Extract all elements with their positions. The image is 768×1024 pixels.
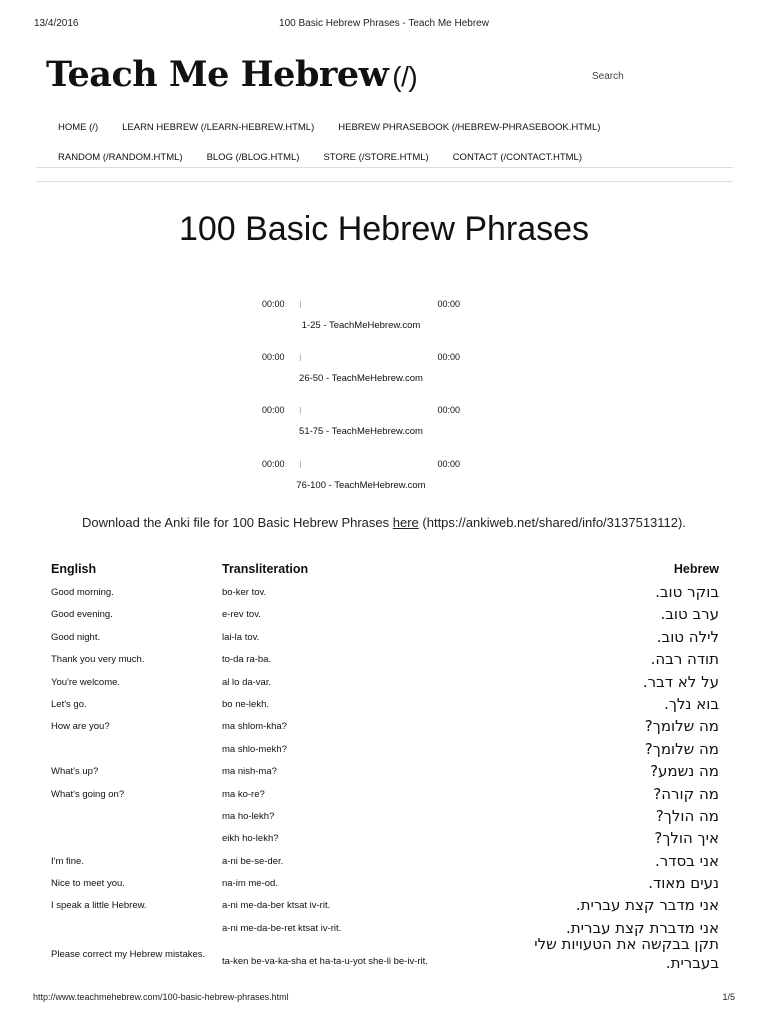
hebrew-cell: ערב טוב. bbox=[660, 605, 719, 624]
audio-caption: 76-100 - TeachMeHebrew.com bbox=[296, 480, 426, 491]
table-row bbox=[49, 626, 719, 648]
audio-duration: 00:00 bbox=[437, 299, 460, 309]
transliteration-cell: ta-ken be-va-ka-sha et ha-ta-u-yot she-li be-iv-rit. bbox=[222, 956, 428, 968]
audio-current-time: 00:00 bbox=[262, 459, 285, 469]
table-row bbox=[49, 760, 719, 782]
nav-item-store[interactable]: STORE (/STORE.HTML) bbox=[323, 151, 429, 163]
transliteration-cell: lai-la tov. bbox=[222, 631, 260, 643]
transliteration-cell: a-ni me-da-ber ktsat iv-rit. bbox=[222, 900, 331, 912]
nav-item-random[interactable]: RANDOM (/RANDOM.HTML) bbox=[58, 151, 183, 163]
audio-progress-bar[interactable] bbox=[300, 304, 422, 305]
print-url: http://www.teachmehebrew.com/100-basic-hebrew-phrases.html bbox=[33, 992, 289, 1002]
english-cell: I'm fine. bbox=[51, 855, 84, 867]
print-page-number: 1/5 bbox=[722, 992, 735, 1002]
hebrew-cell: אני בסדר. bbox=[655, 851, 719, 870]
anki-url: (https://ankiweb.net/shared/info/3137513112). bbox=[418, 515, 686, 530]
transliteration-cell: bo-ker tov. bbox=[222, 587, 267, 598]
hebrew-cell: מה נשמע? bbox=[650, 762, 719, 781]
transliteration-cell: a-ni me-da-be-ret ktsat iv-rit. bbox=[222, 922, 342, 934]
hebrew-cell: תודה רבה. bbox=[650, 650, 719, 669]
table-body bbox=[49, 581, 719, 981]
english-cell: What's going on? bbox=[51, 788, 125, 800]
anki-download-text bbox=[0, 515, 768, 530]
english-cell: Let's go. bbox=[51, 698, 87, 710]
hebrew-cell: מה שלומך? bbox=[644, 717, 719, 736]
table-row bbox=[49, 715, 719, 737]
table-row bbox=[49, 783, 719, 805]
hebrew-cell: בוקר טוב. bbox=[655, 583, 719, 601]
english-cell: How are you? bbox=[51, 721, 110, 733]
transliteration-cell: e-rev tov. bbox=[222, 609, 261, 621]
anki-download-link[interactable]: here bbox=[392, 515, 419, 530]
table-row bbox=[49, 935, 719, 981]
transliteration-cell: na-im me-od. bbox=[222, 878, 278, 890]
nav-item-blog[interactable]: BLOG (/BLOG.HTML) bbox=[206, 151, 300, 163]
hebrew-cell: תקן בבקשה את הטעויות שלי בעברית. bbox=[534, 935, 719, 973]
table-row bbox=[49, 671, 719, 693]
audio-progress-bar[interactable] bbox=[300, 410, 422, 411]
audio-duration: 00:00 bbox=[437, 352, 460, 362]
audio-progress-bar[interactable] bbox=[300, 464, 422, 465]
audio-current-time: 00:00 bbox=[262, 352, 285, 362]
english-cell: Good evening. bbox=[51, 609, 113, 621]
table-row bbox=[49, 827, 719, 849]
page-title: 100 Basic Hebrew Phrases bbox=[178, 210, 590, 248]
transliteration-cell: eikh ho-lekh? bbox=[222, 833, 279, 845]
transliteration-cell: bo ne-lekh. bbox=[222, 698, 270, 710]
transliteration-cell: ma shlo-mekh? bbox=[222, 743, 287, 755]
table-row bbox=[49, 850, 719, 872]
nav-row-1 bbox=[36, 112, 733, 142]
english-cell: Please correct my Hebrew mistakes. bbox=[51, 949, 206, 961]
english-cell: You're welcome. bbox=[51, 676, 121, 688]
hebrew-cell: איך הולך? bbox=[654, 829, 719, 848]
site-logo: Teach Me Hebrew bbox=[46, 54, 389, 95]
hebrew-cell: מה קורה? bbox=[653, 784, 719, 803]
audio-caption: 26-50 - TeachMeHebrew.com bbox=[299, 373, 423, 384]
hebrew-cell: מה שלומך? bbox=[644, 739, 719, 758]
transliteration-cell: ma ho-lekh? bbox=[222, 810, 275, 822]
header-hebrew: Hebrew bbox=[673, 562, 719, 576]
site-logo-link[interactable] bbox=[46, 54, 417, 95]
audio-current-time: 00:00 bbox=[262, 405, 285, 415]
english-cell: Nice to meet you. bbox=[51, 878, 125, 890]
table-row bbox=[49, 693, 719, 715]
english-cell: What's up? bbox=[51, 766, 99, 778]
transliteration-cell: al lo da-var. bbox=[222, 676, 272, 688]
hebrew-cell: נעים מאוד. bbox=[648, 874, 719, 893]
print-page-title: 100 Basic Hebrew Phrases - Teach Me Hebrew bbox=[279, 18, 489, 29]
print-date: 13/4/2016 bbox=[34, 18, 79, 29]
anki-prefix: Download the Anki file for 100 Basic Hebrew Phrases bbox=[82, 515, 393, 530]
english-cell: Good morning. bbox=[51, 587, 114, 598]
main-nav bbox=[36, 112, 733, 172]
audio-duration: 00:00 bbox=[437, 459, 460, 469]
transliteration-cell: to-da ra-ba. bbox=[222, 654, 272, 666]
table-row bbox=[49, 648, 719, 670]
hebrew-cell: על לא דבר. bbox=[642, 672, 719, 691]
transliteration-cell: ma shlom-kha? bbox=[222, 721, 287, 733]
nav-item-learn-hebrew[interactable]: LEARN HEBREW (/LEARN-HEBREW.HTML) bbox=[122, 121, 315, 133]
audio-caption: 51-75 - TeachMeHebrew.com bbox=[299, 426, 423, 437]
english-cell: Thank you very much. bbox=[51, 654, 145, 666]
audio-current-time: 00:00 bbox=[262, 299, 285, 309]
audio-player[interactable] bbox=[262, 405, 460, 445]
site-logo-href: (/) bbox=[392, 61, 418, 92]
transliteration-cell: ma ko-re? bbox=[222, 788, 265, 800]
table-row bbox=[49, 603, 719, 625]
hebrew-cell: מה הולך? bbox=[655, 806, 719, 825]
audio-player[interactable] bbox=[262, 299, 460, 339]
nav-item-hebrew-phrasebook[interactable]: HEBREW PHRASEBOOK (/HEBREW-PHRASEBOOK.HTML) bbox=[338, 121, 601, 133]
nav-divider bbox=[36, 167, 733, 168]
hebrew-cell: אני מדבר קצת עברית. bbox=[575, 896, 719, 915]
audio-duration: 00:00 bbox=[437, 405, 460, 415]
table-row bbox=[49, 581, 719, 603]
transliteration-cell: a-ni be-se-der. bbox=[222, 855, 284, 867]
nav-divider-lower bbox=[36, 181, 733, 182]
nav-item-contact[interactable]: CONTACT (/CONTACT.HTML) bbox=[452, 151, 582, 163]
audio-player[interactable] bbox=[262, 352, 460, 392]
print-header bbox=[0, 18, 768, 32]
audio-player[interactable] bbox=[262, 459, 460, 499]
nav-item-home[interactable]: HOME (/) bbox=[58, 121, 99, 133]
audio-caption: 1-25 - TeachMeHebrew.com bbox=[301, 320, 421, 331]
table-row bbox=[49, 805, 719, 827]
hebrew-cell: אני מדברת קצת עברית. bbox=[566, 918, 719, 937]
hebrew-cell: לילה טוב. bbox=[656, 627, 719, 646]
search-link[interactable]: Search bbox=[592, 71, 624, 82]
hebrew-cell: בוא נלך. bbox=[664, 694, 719, 713]
table-row bbox=[49, 738, 719, 760]
table-row bbox=[49, 894, 719, 916]
phrases-table bbox=[49, 559, 719, 981]
header-transliteration: Transliteration bbox=[222, 562, 309, 576]
audio-progress-bar[interactable] bbox=[300, 357, 422, 358]
transliteration-cell: ma nish-ma? bbox=[222, 766, 277, 778]
table-row bbox=[49, 872, 719, 894]
english-cell: Good night. bbox=[51, 631, 101, 643]
table-header bbox=[49, 559, 719, 581]
header-english: English bbox=[51, 562, 97, 576]
english-cell: I speak a little Hebrew. bbox=[51, 900, 147, 912]
